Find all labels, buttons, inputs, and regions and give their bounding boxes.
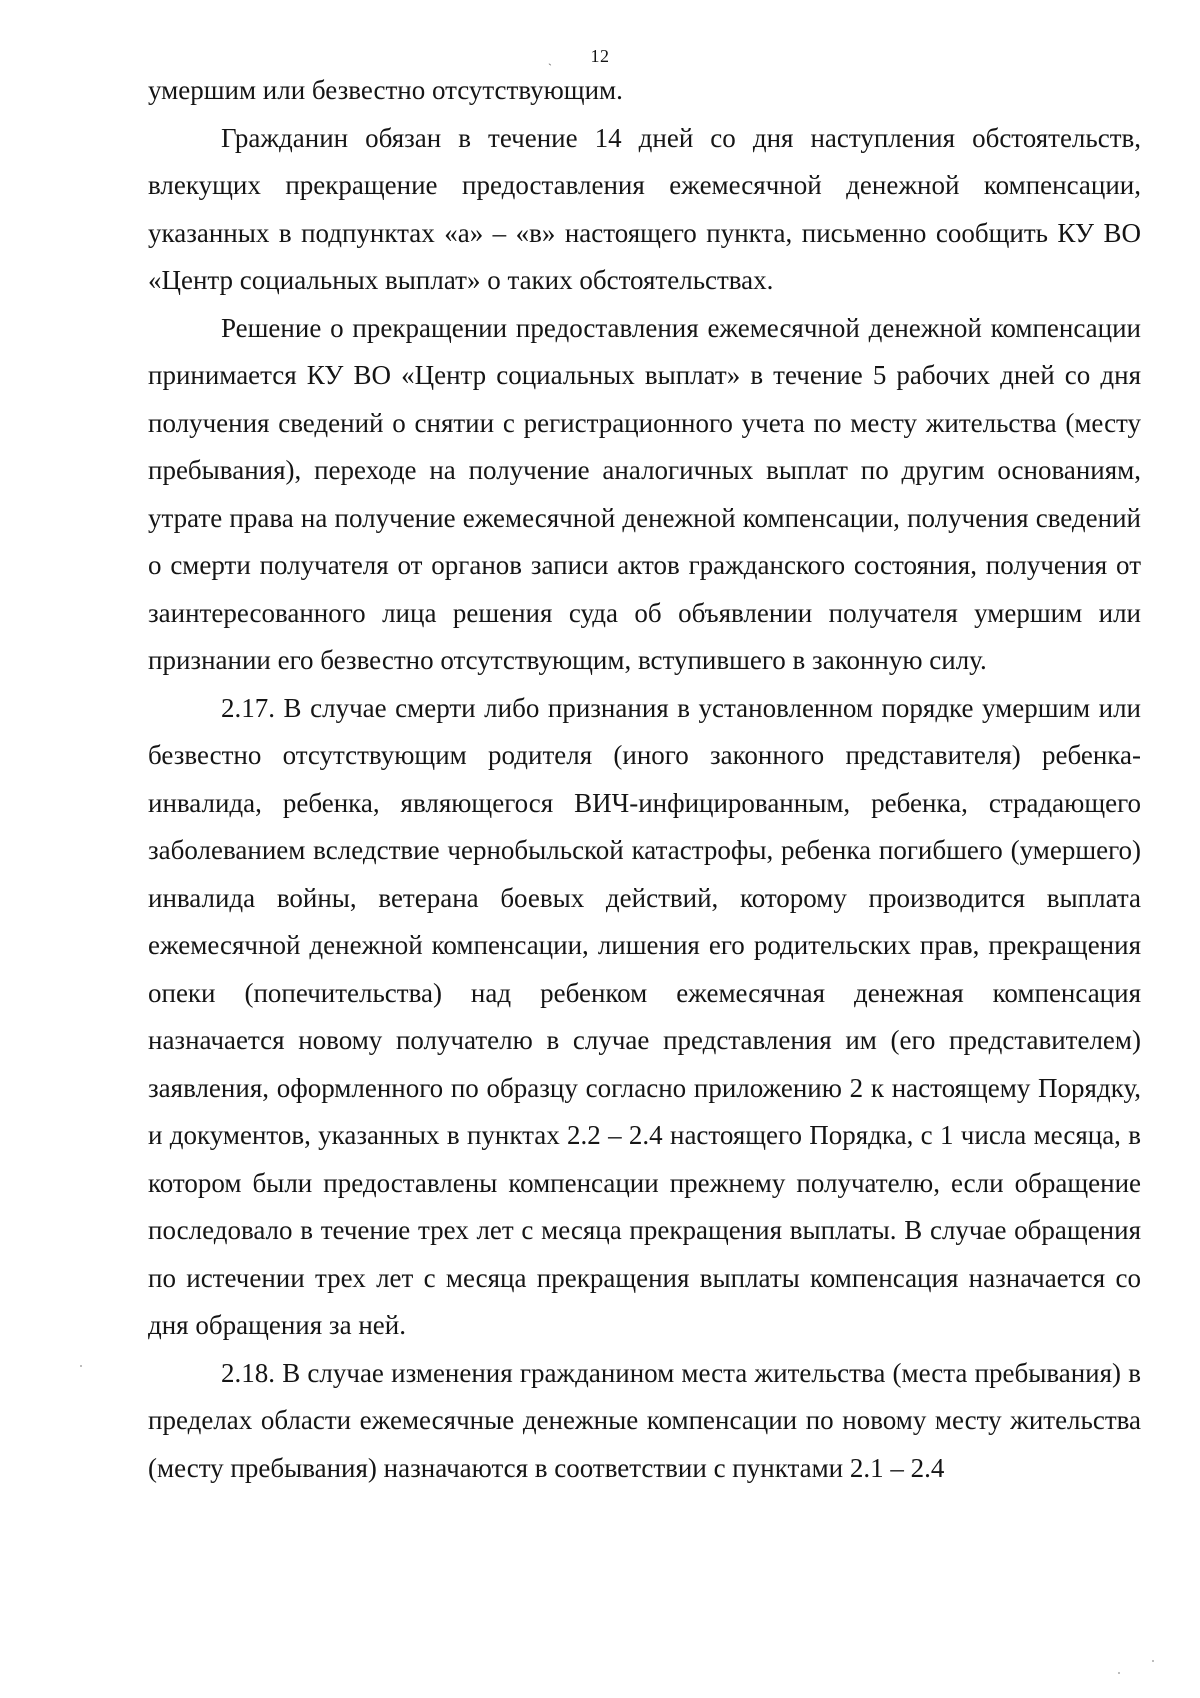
paragraph-obligation: Гражданин обязан в течение 14 дней со дня наступления обстоятельств, влекущих прекращение предоставления ежемесячной денежной компенсации, указанных в подпунктах «а» – «в» настоящего пункта, письменно сообщить КУ ВО «Центр социальных выплат» о таких обстоятельствах. xyxy=(148,122,1141,295)
page-number: 12 xyxy=(590,46,610,66)
paragraph-section-2-18: 2.18. В случае изменения гражданином места жительства (места пребывания) в пределах области ежемесячные денежные компенсации по новому месту жительства (месту пребывания) назначаются в соответствии с пунктами 2.1 – 2.4 xyxy=(148,1357,1141,1483)
scan-dust-dot xyxy=(1118,1672,1120,1674)
document-body xyxy=(148,67,1141,1492)
paragraph-section-2-17: 2.17. В случае смерти либо признания в установленном порядке умершим или безвестно отсутствующим родителя (иного законного представителя) ребенка-инвалида, ребенка, являющегося ВИЧ-инфицированным, ребенка, страдающего заболеванием вследствие чернобыльской катастрофы, ребенка погибшего (умершего) инвалида войны, ветерана боевых действий, которому производится выплата ежемесячной денежной компенсации, лишения его родительских прав, прекращения опеки (попечительства) над ребенком ежемесячная денежная компенсация назначается новому получателю в случае представления им (его представителем) заявления, оформленного по образцу согласно приложению 2 к настоящему Порядку, и документов, указанных в пунктах 2.2 – 2.4 настоящего Порядка, с 1 числа месяца, в котором были предоставлены компенсации прежнему получателю, если обращение последовало в течение трех лет с месяца прекращения выплаты. В случае обращения по истечении трех лет с месяца прекращения выплаты компенсация назначается со дня обращения за ней. xyxy=(148,692,1141,1340)
scan-dust-dot xyxy=(80,1365,82,1367)
scan-dust-dot xyxy=(1152,1660,1154,1662)
paragraph-termination-decision: Решение о прекращении предоставления ежемесячной денежной компенсации принимается КУ ВО «Центр социальных выплат» в течение 5 рабочих дней со дня получения сведений о снятии с регистрационного учета по месту жительства (месту пребывания), переходе на получение аналогичных выплат по другим основаниям, утрате права на получение ежемесячной денежной компенсации, получения сведений о смерти получателя от органов записи актов гражданского состояния, получения от заинтересованного лица решения суда об объявлении получателя умершим или признании его безвестно отсутствующим, вступившего в законную силу. xyxy=(148,312,1141,675)
paragraph-continuation: умершим или безвестно отсутствующим. xyxy=(148,75,623,105)
scan-artifact-mark: ˎ xyxy=(548,52,552,66)
